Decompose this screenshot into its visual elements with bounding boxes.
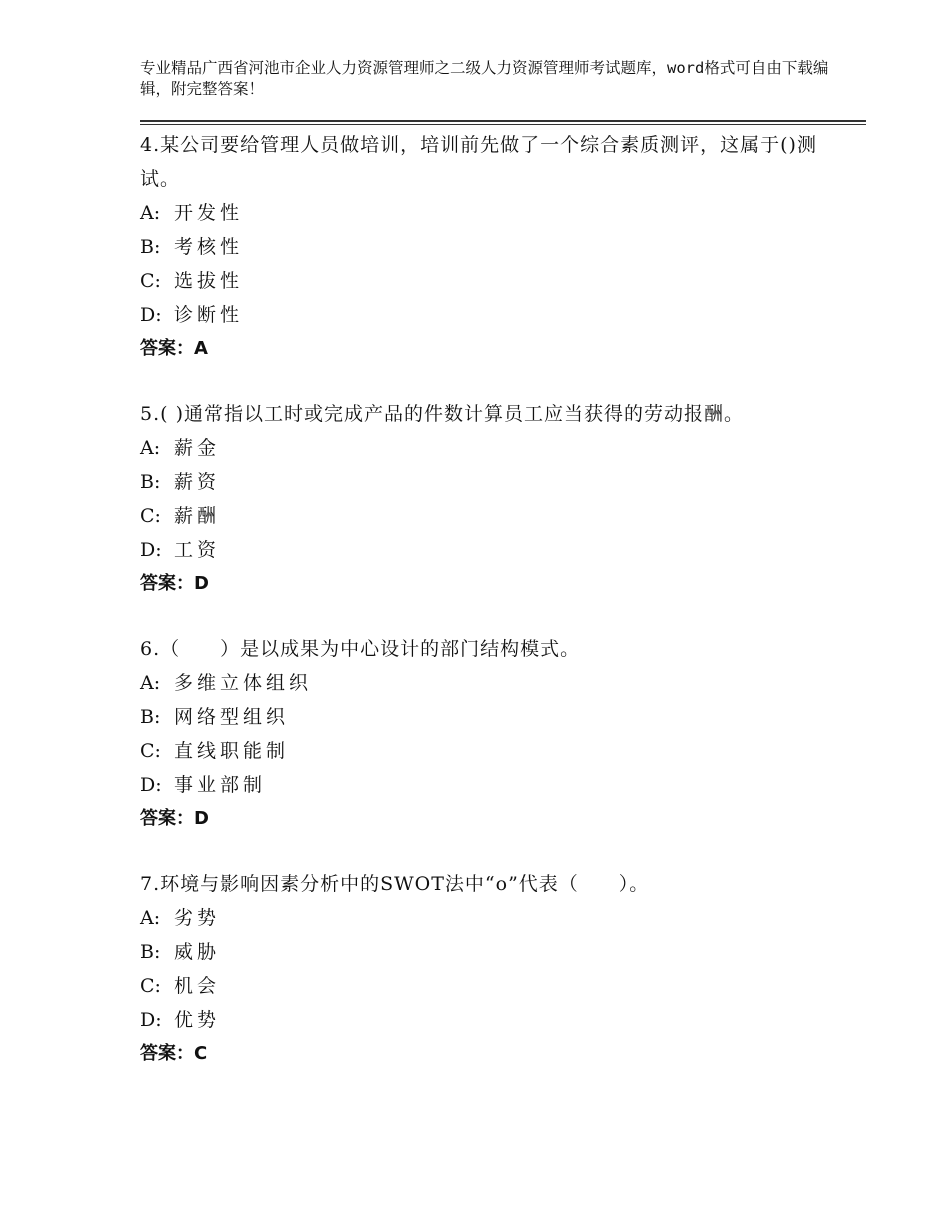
question-stem: 5.( )通常指以工时或完成产品的件数计算员工应当获得的劳动报酬。	[140, 403, 744, 425]
header-rule-thin	[140, 124, 866, 125]
option-key: A:	[140, 907, 161, 929]
option-text: 选拔性	[174, 270, 244, 292]
option-text: 机会	[174, 975, 221, 997]
question-stem: 4.某公司要给管理人员做培训，培训前先做了一个综合素质测评，这属于()测试。	[140, 134, 817, 190]
option-text: 多维立体组织	[174, 672, 313, 694]
option-c	[140, 969, 840, 1003]
option-key: A:	[140, 437, 161, 459]
option-b	[140, 465, 840, 499]
option-text: 优势	[174, 1009, 221, 1031]
option-d	[140, 533, 840, 567]
option-key: C:	[140, 270, 161, 292]
option-text: 诊断性	[174, 304, 244, 326]
option-a	[140, 666, 840, 700]
option-key: D:	[140, 774, 162, 796]
option-key: B:	[140, 941, 161, 963]
question-4	[140, 128, 840, 366]
option-key: B:	[140, 471, 161, 493]
question-stem: 7.环境与影响因素分析中的SWOT法中“o”代表（ ）。	[140, 873, 650, 895]
option-key: C:	[140, 740, 161, 762]
option-key: A:	[140, 672, 161, 694]
answer-line: 答案：D	[140, 573, 209, 594]
option-a	[140, 431, 840, 465]
option-d	[140, 768, 840, 802]
option-text: 网络型组织	[174, 706, 290, 728]
option-a	[140, 901, 840, 935]
option-c	[140, 264, 840, 298]
option-b	[140, 700, 840, 734]
option-text: 工资	[174, 539, 221, 561]
option-b	[140, 935, 840, 969]
document-header: 专业精品广西省河池市企业人力资源管理师之二级人力资源管理师考试题库，word格式可自由下载编辑，附完整答案！	[140, 59, 829, 98]
option-key: B:	[140, 236, 161, 258]
option-text: 薪酬	[174, 505, 221, 527]
option-key: D:	[140, 1009, 162, 1031]
question-stem: 6.（ ）是以成果为中心设计的部门结构模式。	[140, 638, 581, 660]
option-key: D:	[140, 304, 162, 326]
answer-line: 答案：C	[140, 1043, 208, 1064]
header-rule-thick	[140, 120, 866, 122]
option-key: C:	[140, 975, 161, 997]
option-text: 考核性	[174, 236, 244, 258]
option-a	[140, 196, 840, 230]
option-key: C:	[140, 505, 161, 527]
option-text: 事业部制	[174, 774, 267, 796]
question-7	[140, 867, 840, 1071]
option-key: A:	[140, 202, 161, 224]
option-key: B:	[140, 706, 161, 728]
answer-line: 答案：A	[140, 338, 208, 359]
option-text: 威胁	[174, 941, 221, 963]
option-c	[140, 499, 840, 533]
option-c	[140, 734, 840, 768]
option-d	[140, 298, 840, 332]
option-text: 开发性	[174, 202, 244, 224]
option-text: 薪金	[174, 437, 221, 459]
answer-line: 答案：D	[140, 808, 209, 829]
question-list	[140, 128, 840, 1102]
option-key: D:	[140, 539, 162, 561]
option-b	[140, 230, 840, 264]
question-5	[140, 397, 840, 601]
option-text: 薪资	[174, 471, 221, 493]
question-6	[140, 632, 840, 836]
option-text: 劣势	[174, 907, 221, 929]
option-d	[140, 1003, 840, 1037]
option-text: 直线职能制	[174, 740, 290, 762]
